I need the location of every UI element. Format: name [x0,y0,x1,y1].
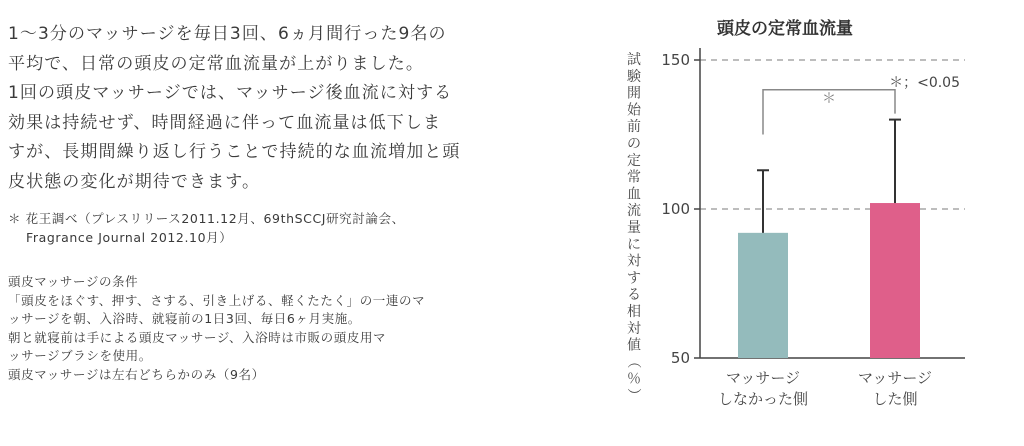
y-tick-label: 50 [670,349,690,367]
significance-marker: ＊ [822,90,836,107]
y-axis-label-char: 対 [627,320,641,337]
y-axis-label-char: る [627,287,641,304]
bar [738,233,788,358]
y-tick-label: 100 [661,200,690,218]
y-axis-label-char: 値 [627,337,641,354]
y-axis-label-char: ） [625,388,641,402]
x-category-label: しなかった側 [717,390,809,408]
y-axis-label-char: 常 [627,169,641,186]
conditions-line: 朝と就寝前は手による頭皮マッサージ、入浴時は市販の頭皮用マ [8,329,387,345]
y-axis-label-char: 対 [627,253,641,270]
y-axis-label-char: 量 [627,220,641,236]
source-note [8,209,608,247]
text-column [8,20,608,384]
conditions-section [8,273,608,384]
intro-line: 1回の頭皮マッサージでは、マッサージ後血流に対する [8,83,453,103]
y-axis-label-char: （ [625,354,641,369]
intro-line: 平均で、日常の頭皮の定常血流量が上がりました。 [8,53,424,74]
intro-line: 皮状態の変化が期待できます。 [8,171,261,192]
conditions-title: 頭皮マッサージの条件 [8,274,139,289]
y-axis-label-char: 相 [627,304,641,320]
chart-title: 頭皮の定常血流量 [717,19,853,39]
bar [870,203,920,358]
bar-chart [620,0,1024,442]
y-axis-label-char: 試 [627,52,641,68]
source-line: Fragrance Journal 2012.10月） [26,230,233,245]
chart-container [620,0,1024,442]
conditions-line: ッサージを朝、入浴時、就寝前の1日3回、毎日6ヶ月実施。 [8,311,361,326]
y-axis-label-char: 定 [627,152,641,169]
y-axis-label-char: 前 [627,119,641,136]
conditions-line: 「頭皮をほぐす、押す、さする、引き上げる、軽くたたく」の一連のマ [8,292,426,308]
y-axis-label-char: 始 [627,102,641,119]
conditions-line: ッサージブラシを使用。 [8,348,152,363]
intro-paragraph [8,20,608,197]
source-line: ＊ 花王調べ（プレスリリース2011.12月、69thSCCJ研究討論会、 [8,211,405,226]
x-category-label: した側 [872,390,918,408]
y-axis-label-char: 験 [627,68,641,85]
intro-line: 1〜3分のマッサージを毎日3回、6ヵ月間行った9名の [8,24,447,44]
x-category-label: マッサージ [857,369,933,387]
intro-line: 効果は持続せず、時間経過に伴って血流量は低下しま [8,112,442,133]
y-axis-label-char: 血 [627,186,641,203]
y-axis-label-char: ％ [627,371,641,388]
y-axis-label-char: に [627,236,641,253]
x-category-label: マッサージ [725,369,801,387]
conditions-line: 頭皮マッサージは左右どちらかのみ（9名） [8,366,265,382]
y-axis-label-char: 流 [627,203,641,220]
y-axis-label-char: 開 [627,85,641,102]
y-tick-label: 150 [661,51,690,69]
significance-note: ＊；<0.05 [889,75,960,91]
y-axis-label-char: す [627,270,641,287]
y-axis-label-char: の [627,136,641,152]
intro-line: すが、長期間繰り返し行うことで持続的な血流増加と頭 [8,142,461,162]
